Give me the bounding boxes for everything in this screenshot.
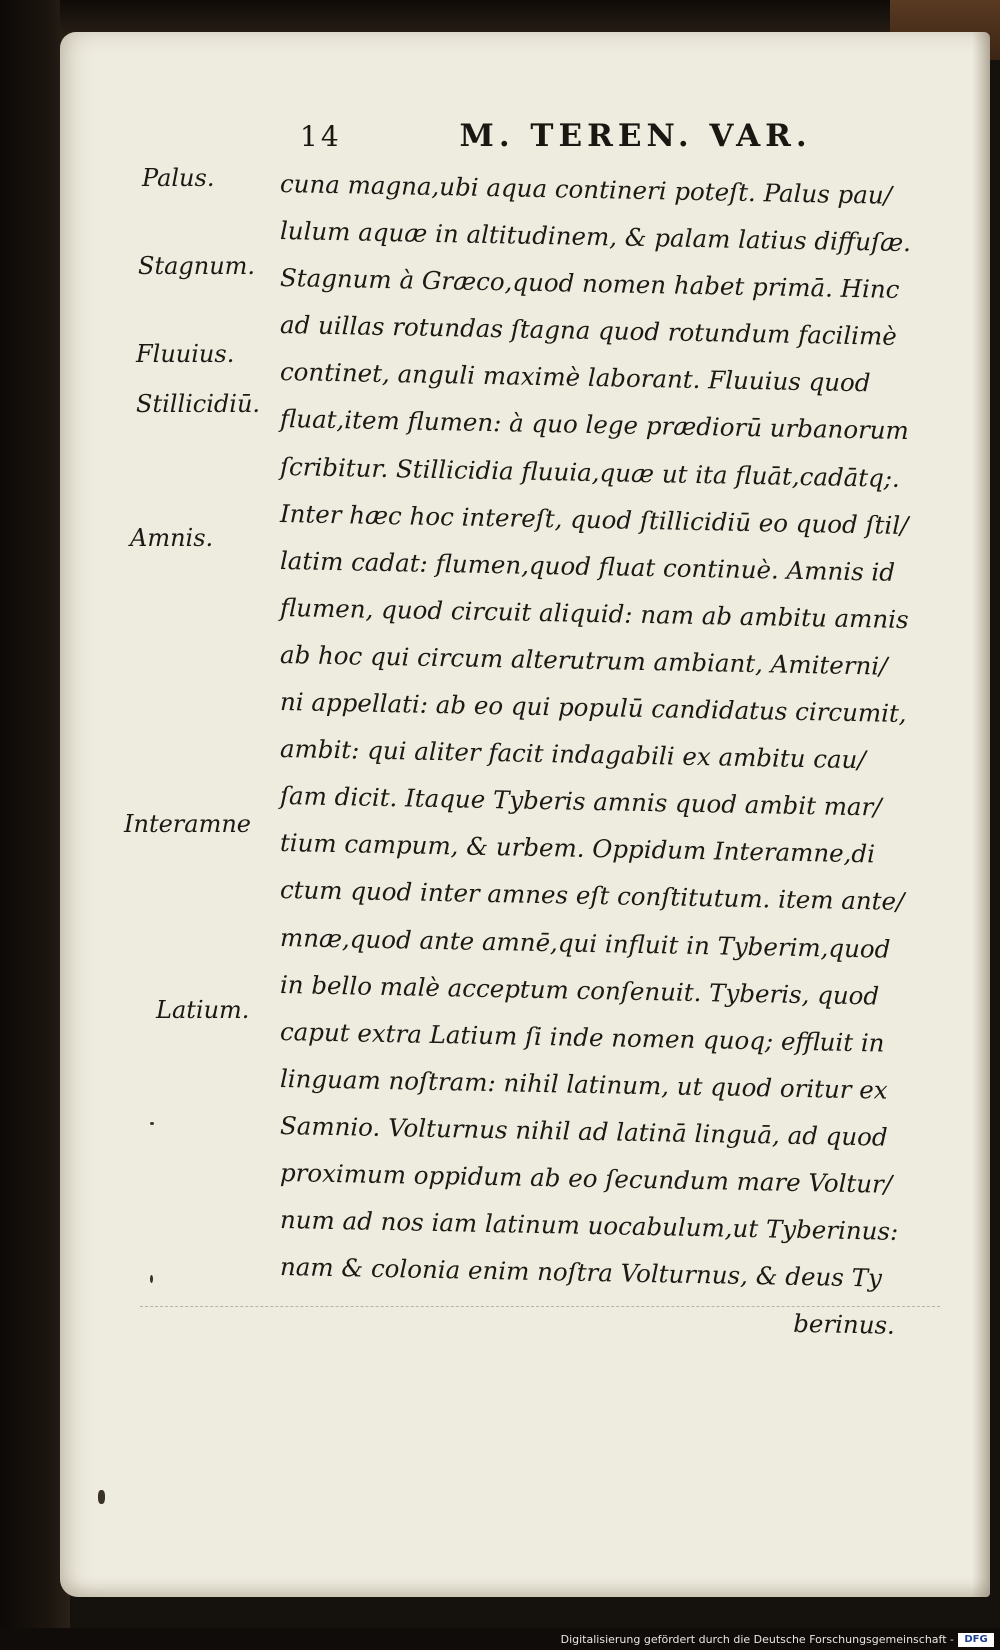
- dashed-guide-line: [140, 1306, 940, 1307]
- text-line: ſcribitur. Stillicidia fluuia,quæ ut ita fluāt,cadātq;.: [279, 451, 901, 493]
- marginal-note: Interamne: [124, 810, 251, 838]
- marginal-note: Palus.: [142, 164, 215, 192]
- text-line: num ad nos iam latinum uocabulum,ut Tyberinus:: [279, 1205, 899, 1246]
- text-line: linguam noſtram: nihil latinum, ut quod oritur ex: [279, 1063, 888, 1105]
- page-header: [300, 118, 812, 154]
- ink-speck: [98, 1490, 105, 1504]
- text-line: continet, anguli maximè laborant. Fluuius quod: [279, 357, 871, 398]
- marginal-note: Stagnum.: [138, 252, 256, 280]
- text-line: flumen, quod circuit aliquid: nam ab ambitu amnis: [279, 592, 909, 634]
- funding-credit: Digitalisierung gefördert durch die Deutsche Forschungsgemeinschaft -: [560, 1633, 954, 1646]
- ink-speck: [150, 1275, 153, 1283]
- running-title: M. TEREN. VAR.: [459, 118, 812, 154]
- text-line: ni appellati: ab eo qui populū candidatus circumit,: [279, 687, 907, 729]
- text-line: tium campum, & urbem. Oppidum Interamne,di: [279, 828, 876, 869]
- body-text: [279, 160, 950, 1341]
- marginal-note: Fluuius.: [136, 340, 235, 368]
- text-line: lulum aquæ in altitudinem, & palam latius diffuſæ.: [279, 216, 912, 258]
- text-line: Inter hæc hoc intereſt, quod ſtillicidiū eo quod ſtil/: [279, 498, 909, 540]
- text-line: Stagnum à Græco,quod nomen habet primā. Hinc: [279, 263, 900, 305]
- text-line: ab hoc qui circum alterutrum ambiant, Amiterni/: [279, 639, 888, 681]
- page-number: 14: [300, 120, 342, 153]
- text-line: fluat,item flumen: à quo lege prædiorū urbanorum: [279, 404, 910, 446]
- text-line: proximum oppidum ab eo ſecundum mare Voltur/: [279, 1157, 893, 1199]
- text-line: cuna magna,ubi aqua contineri poteſt. Palus pau/: [279, 169, 893, 210]
- text-line: caput extra Latium ſi inde nomen quoq; effluit in: [279, 1016, 885, 1058]
- text-line: in bello malè acceptum conſenuit. Tyberis, quod: [279, 969, 880, 1011]
- marginal-note: Latium.: [156, 996, 250, 1024]
- marginal-note: Amnis.: [130, 524, 214, 552]
- text-line: ctum quod inter amnes eſt conſtitutum. item ante/: [279, 875, 905, 917]
- text-line: ſam dicit. Itaque Tyberis amnis quod ambit mar/: [279, 781, 882, 822]
- text-line: ad uillas rotundas ſtagna quod rotundum facilimè: [279, 310, 898, 352]
- ink-speck: [150, 1122, 154, 1125]
- text-line: latim cadat: flumen,quod fluat continuè. Amnis id: [279, 545, 896, 587]
- marginal-note: Stillicidiū.: [136, 390, 261, 418]
- text-line: ambit: qui aliter facit indagabili ex ambitu cau/: [279, 734, 866, 775]
- text-line-catchword: berinus.: [792, 1309, 896, 1341]
- text-line: Samnio. Volturnus nihil ad latinā linguā, ad quod: [279, 1110, 888, 1152]
- dfg-logo: DFG: [958, 1633, 994, 1647]
- text-line: mnæ,quod ante amnē,qui influit in Tyberim,quod: [279, 922, 891, 964]
- text-line: nam & colonia enim noſtra Volturnus, & deus Ty: [279, 1252, 883, 1293]
